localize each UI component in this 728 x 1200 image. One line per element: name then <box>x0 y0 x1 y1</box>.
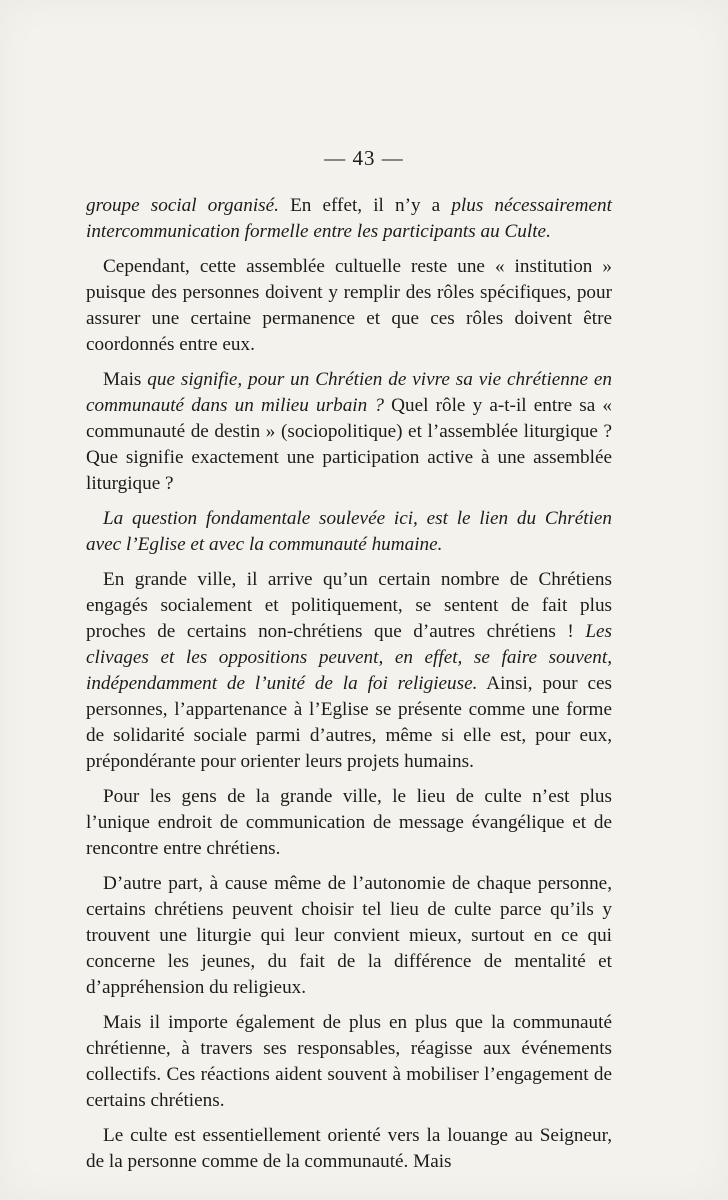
text-span: plus nécessairement intercommunication formelle entre les participants au Culte. <box>86 195 612 242</box>
paragraph <box>86 193 612 245</box>
text-span: que signifie, pour un Chrétien de vivre sa vie chrétienne en communauté dans un milieu urbain ? <box>86 369 612 416</box>
text-span: La question fondamentale soulevée ici, est le lien du Chrétien avec l’Eglise et avec la communauté humaine. <box>86 508 612 555</box>
text-span: Mais il importe également de plus en plus que la communauté chrétienne, à travers ses responsables, réagisse aux événements collectifs. Ces réactions aident souvent à mobiliser l’engagement de certains chrétiens. <box>86 1012 612 1111</box>
paragraph <box>86 784 612 862</box>
body-text <box>86 193 612 1184</box>
text-span: Le culte est essentiellement orienté vers la louange au Seigneur, de la personne comme de la communauté. Mais <box>86 1125 612 1172</box>
text-span: Mais <box>103 369 148 390</box>
text-span: D’autre part, à cause même de l’autonomie de chaque personne, certains chrétiens peuvent choisir tel lieu de culte parce qu’ils y trouvent une liturgie qui leur convient mieux, surtout en ce qui concerne les jeunes, du fait de la différence de mentalité et d’appréhension du religieux. <box>86 873 612 998</box>
paragraph <box>86 506 612 558</box>
text-span: Cependant, cette assemblée cultuelle reste une « institution » puisque des personnes doivent y remplir des rôles spécifiques, pour assurer une certaine permanence et que ces rôles doivent être coordonnés entre eux. <box>86 256 612 355</box>
text-span: Pour les gens de la grande ville, le lieu de culte n’est plus l’unique endroit de communication de message évangélique et de rencontre entre chrétiens. <box>86 786 612 859</box>
paragraph <box>86 367 612 497</box>
text-span: groupe social organisé. <box>86 195 279 216</box>
text-span: Ainsi, pour ces personnes, l’appartenance à l’Eglise se présente comme une forme de solidarité sociale parmi d’autres, même si elle est, pour eux, prépondérante pour orienter leurs projets humains. <box>86 673 612 772</box>
text-span: Quel rôle y a-t-il entre sa « communauté de destin » (sociopolitique) et l’assemblée liturgique ? Que signifie exactement une participation active à une assemblée liturgique ? <box>86 395 612 494</box>
text-span: Les clivages et les oppositions peuvent, en effet, se faire souvent, indépendamment de l’unité de la foi religieuse. <box>86 621 612 694</box>
text-span: En grande ville, il arrive qu’un certain nombre de Chrétiens engagés socialement et politiquement, se sentent de fait plus proches de certains non-chrétiens que d’autres chrétiens ! <box>86 569 612 642</box>
text-span: En effet, il n’y a <box>278 195 452 216</box>
page-number: — 43 — <box>324 146 404 170</box>
paragraph <box>86 1010 612 1114</box>
paragraph <box>86 254 612 358</box>
paragraph <box>86 871 612 1001</box>
paragraph <box>86 567 612 775</box>
paragraph <box>86 1123 612 1175</box>
